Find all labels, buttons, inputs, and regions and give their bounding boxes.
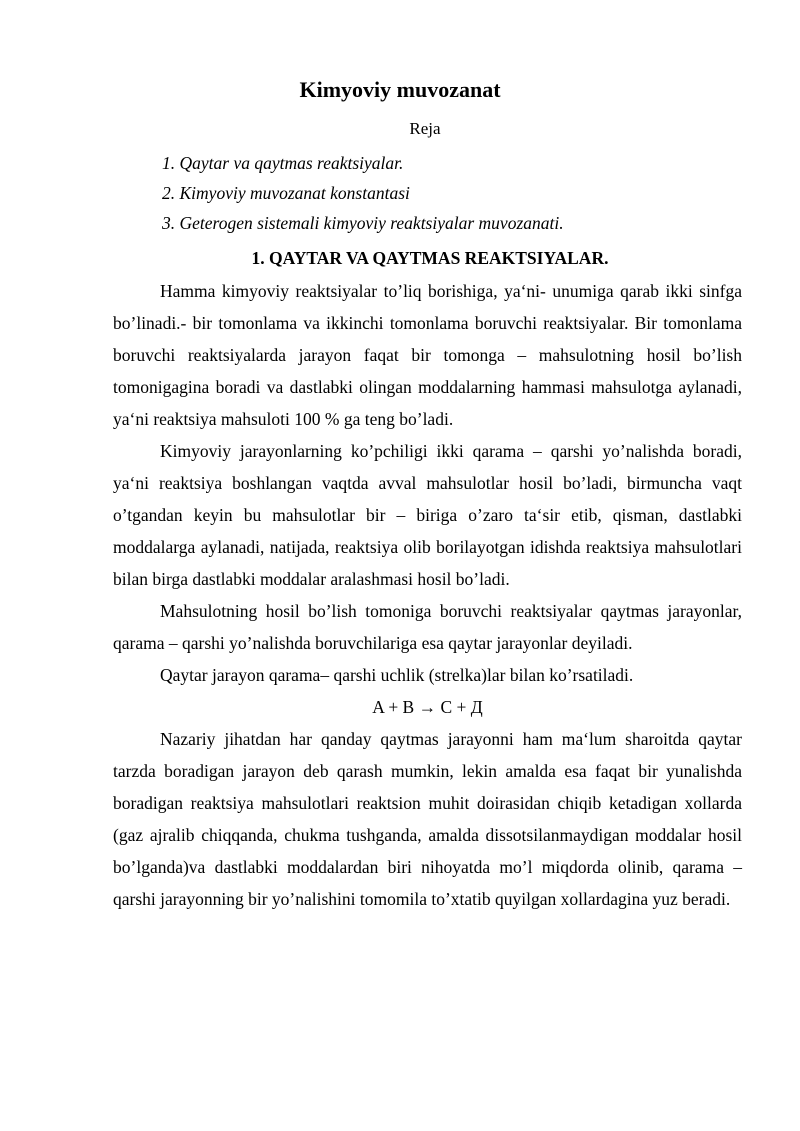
plan-item: 2. Kimyoviy muvozanat konstantasi: [162, 183, 410, 203]
reaction-equation: A + B → C + Д: [372, 697, 483, 717]
paragraph: Qaytar jarayon qarama– qarshi uchlik (strelka)lar bilan ko’rsatiladi.: [160, 665, 634, 685]
paragraph: Kimyoviy jarayonlarning ko’pchiligi ikki qarama – qarshi yo’nalishda boradi, ya‘ni reaktsiya boshlangan vaqtda avval mahsulotlar hosil bo’ladi, birmuncha vaqt o’tgandan keyin bu mahsulotlar bir – biriga o’zaro ta‘sir etib, qisman, dastlabki moddalarga aylanadi, natijada, reaktsiya olib borilayotgan idishda reaktsiya mahsulotlari bilan birga dastlabki moddalar aralashmasi hosil bo’ladi.: [113, 441, 742, 589]
plan-item: 3. Geterogen sistemali kimyoviy reaktsiyalar muvozanati.: [162, 213, 564, 233]
plan-list: [162, 148, 564, 238]
paragraph: Hamma kimyoviy reaktsiyalar to’liq borishiga, ya‘ni- unumiga qarab ikki sinfga bo’linadi.- bir tomonlama va ikkinchi tomonlama boruvchi reaktsiyalar. Bir tomonlama boruvchi reaktsiyalarda jarayon faqat bir tomonga – mahsulotning hosil bo’lish tomonigagina boradi va dastlabki olingan moddalarning hammasi mahsulotga aylanadi, ya‘ni reaktsiya mahsuloti 100 % ga teng bo’ladi.: [113, 281, 742, 429]
plan-label: Reja: [409, 119, 441, 138]
plan-item: 1. Qaytar va qaytmas reaktsiyalar.: [162, 153, 404, 173]
paragraph: Mahsulotning hosil bo’lish tomoniga boruvchi reaktsiyalar qaytmas jarayonlar, qarama – qarshi yo’nalishda boruvchilariga esa qaytar jarayonlar deyiladi.: [113, 601, 742, 653]
section-heading: 1. QAYTAR VA QAYTMAS REAKTSIYALAR.: [251, 248, 609, 268]
body-text: [113, 275, 742, 915]
paragraph: Nazariy jihatdan har qanday qaytmas jarayonni ham ma‘lum sharoitda qaytar tarzda boradigan jarayon deb qarash mumkin, lekin amalda esa faqat bir yunalishda boradigan reaktsiya mahsulotlari reaktsion muhit doirasidan chiqib ketadigan xollarda (gaz ajralib chiqqanda, chukma tushganda, amalda dissotsilanmaydigan moddalar hosil bo’lganda)va dastlabki moddalardan biri nihoyatda mo’l miqdorda olinib, qarama – qarshi jarayonning bir yo’nalishini tomomila to’xtatib quyilgan xollardagina yuz beradi.: [113, 729, 742, 909]
document-title: Kimyoviy muvozanat: [299, 77, 501, 102]
